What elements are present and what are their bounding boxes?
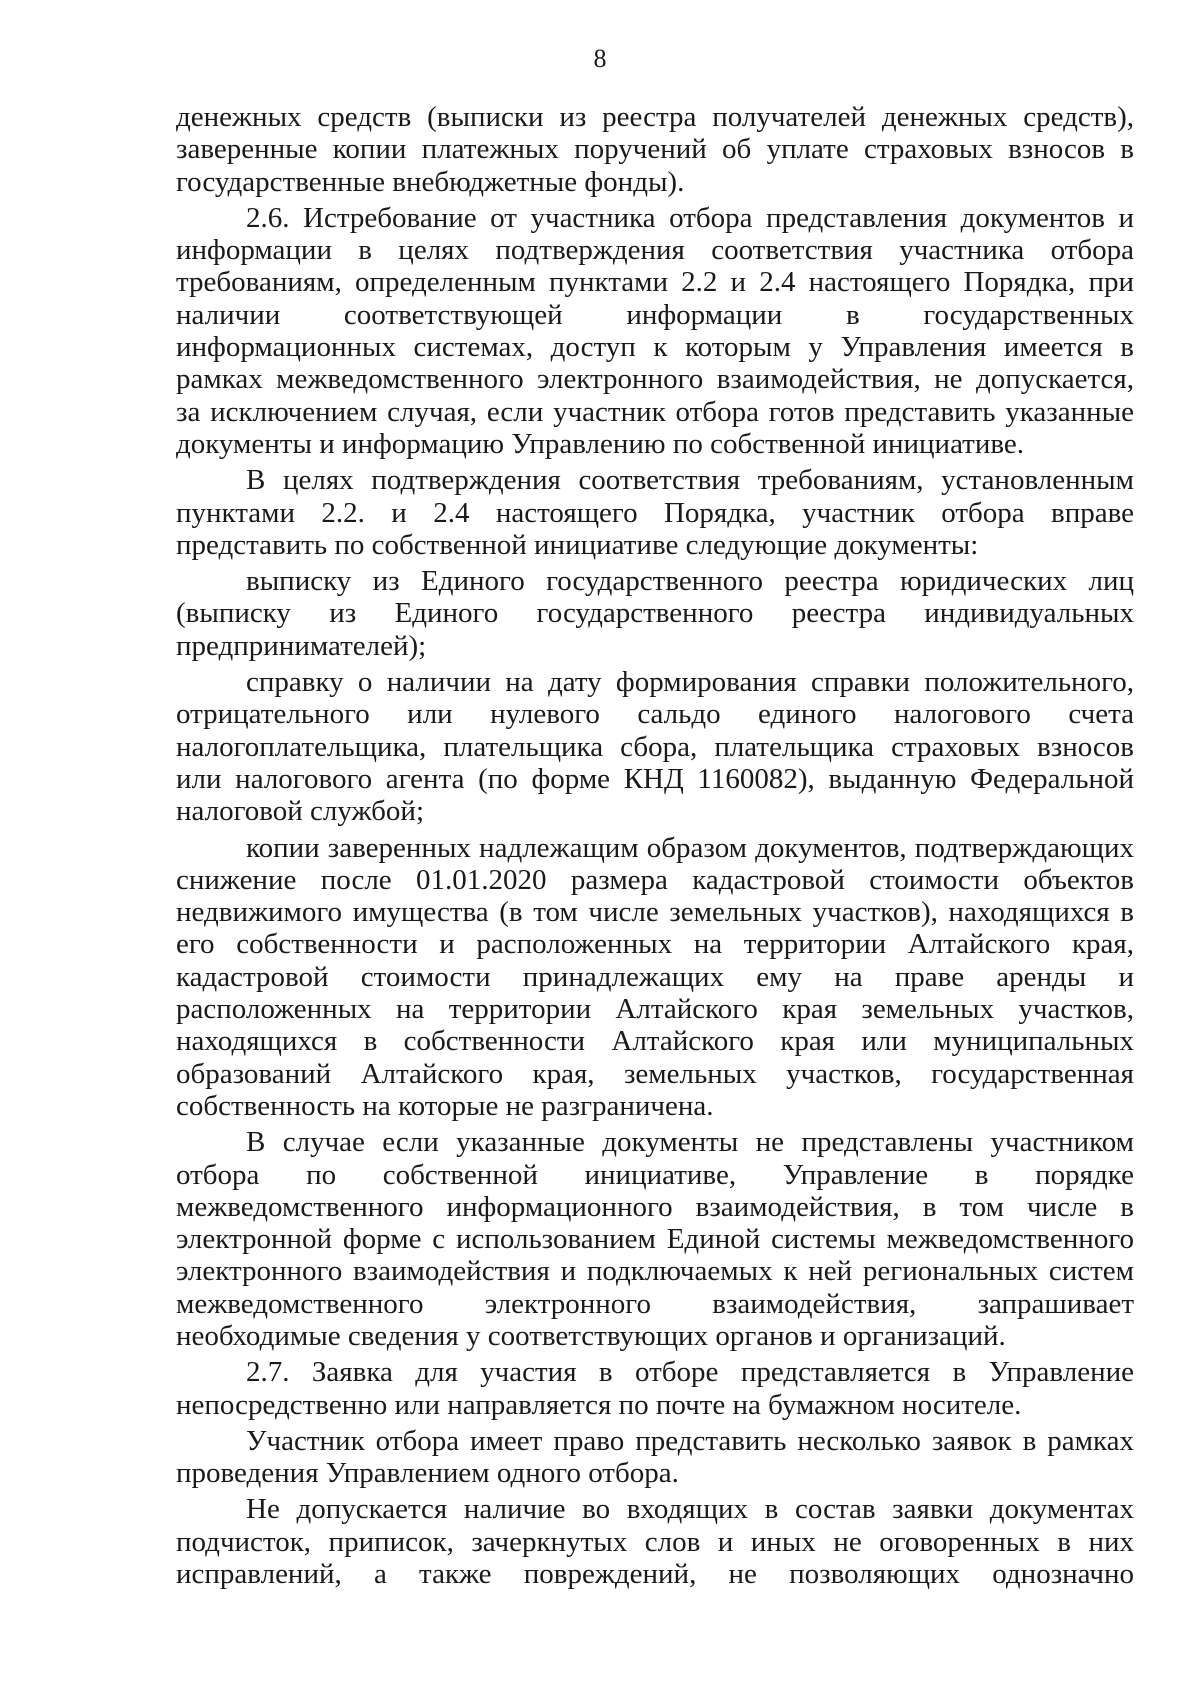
page-number: 8: [593, 44, 607, 73]
paragraph-interagency-request: В случае если указанные документы не представлены участником отбора по собственной инициативе, Управление в порядке межведомственного информационного взаимодействия, в том числе в электронной форме с использованием Единой системы межведомственного электронного взаимодействия и подключаемых к ней региональных систем межведомственного электронного взаимодействия, запрашивает необходимые сведения у соответствующих органов и организаций.: [176, 1126, 1134, 1352]
paragraph-voluntary-documents: В целях подтверждения соответствия требованиям, установленным пунктами 2.2. и 2.4 настоящего Порядка, участник отбора вправе представить по собственной инициативе следующие документы:: [176, 464, 1134, 561]
document-body: [176, 101, 1134, 1594]
paragraph-egrul-extract: выписку из Единого государственного реестра юридических лиц (выписку из Единого государственного реестра индивидуальных предпринимателей);: [176, 565, 1134, 662]
paragraph-no-corrections: Не допускается наличие во входящих в состав заявки документах подчисток, приписок, зачеркнутых слов и иных не оговоренных в них исправлений, а также повреждений, не позволяющих однозначно: [176, 1493, 1134, 1591]
paragraph-tax-balance-certificate: справку о наличии на дату формирования справки положительного, отрицательного или нулевого сальдо единого налогового счета налогоплательщика, плательщика сбора, плательщика страховых взносов или налогового агента (по форме КНД 1160082), выданную Федеральной налоговой службой;: [176, 666, 1134, 828]
paragraph-continuation: денежных средств (выписки из реестра получателей денежных средств), заверенные копии платежных поручений об уплате страховых взносов в государственные внебюджетные фонды).: [176, 101, 1134, 198]
paragraph-2-6: 2.6. Истребование от участника отбора представления документов и информации в целях подтверждения соответствия участника отбора требованиям, определенным пунктами 2.2 и 2.4 настоящего Порядка, при наличии соответствующей информации в государственных информационных системах, доступ к которым у Управления имеется в рамках межведомственного электронного взаимодействия, не допускается, за исключением случая, если участник отбора готов представить указанные документы и информацию Управлению по собственной инициативе.: [176, 201, 1134, 460]
paragraph-cadastral-documents: копии заверенных надлежащим образом документов, подтверждающих снижение после 01.01.2020 размера кадастровой стоимости объектов недвижимого имущества (в том числе земельных участков), находящихся в его собственности и расположенных на территории Алтайского края, кадастровой стоимости принадлежащих ему на праве аренды и расположенных на территории Алтайского края земельных участков, находящихся в собственности Алтайского края или муниципальных образований Алтайского края, земельных участков, государственная собственность на которые не разграничена.: [176, 831, 1134, 1122]
paragraph-multiple-applications: Участник отбора имеет право представить несколько заявок в рамках проведения Управлением одного отбора.: [176, 1424, 1134, 1490]
paragraph-2-7: 2.7. Заявка для участия в отборе представляется в Управление непосредственно или направляется по почте на бумажном носителе.: [176, 1356, 1134, 1421]
